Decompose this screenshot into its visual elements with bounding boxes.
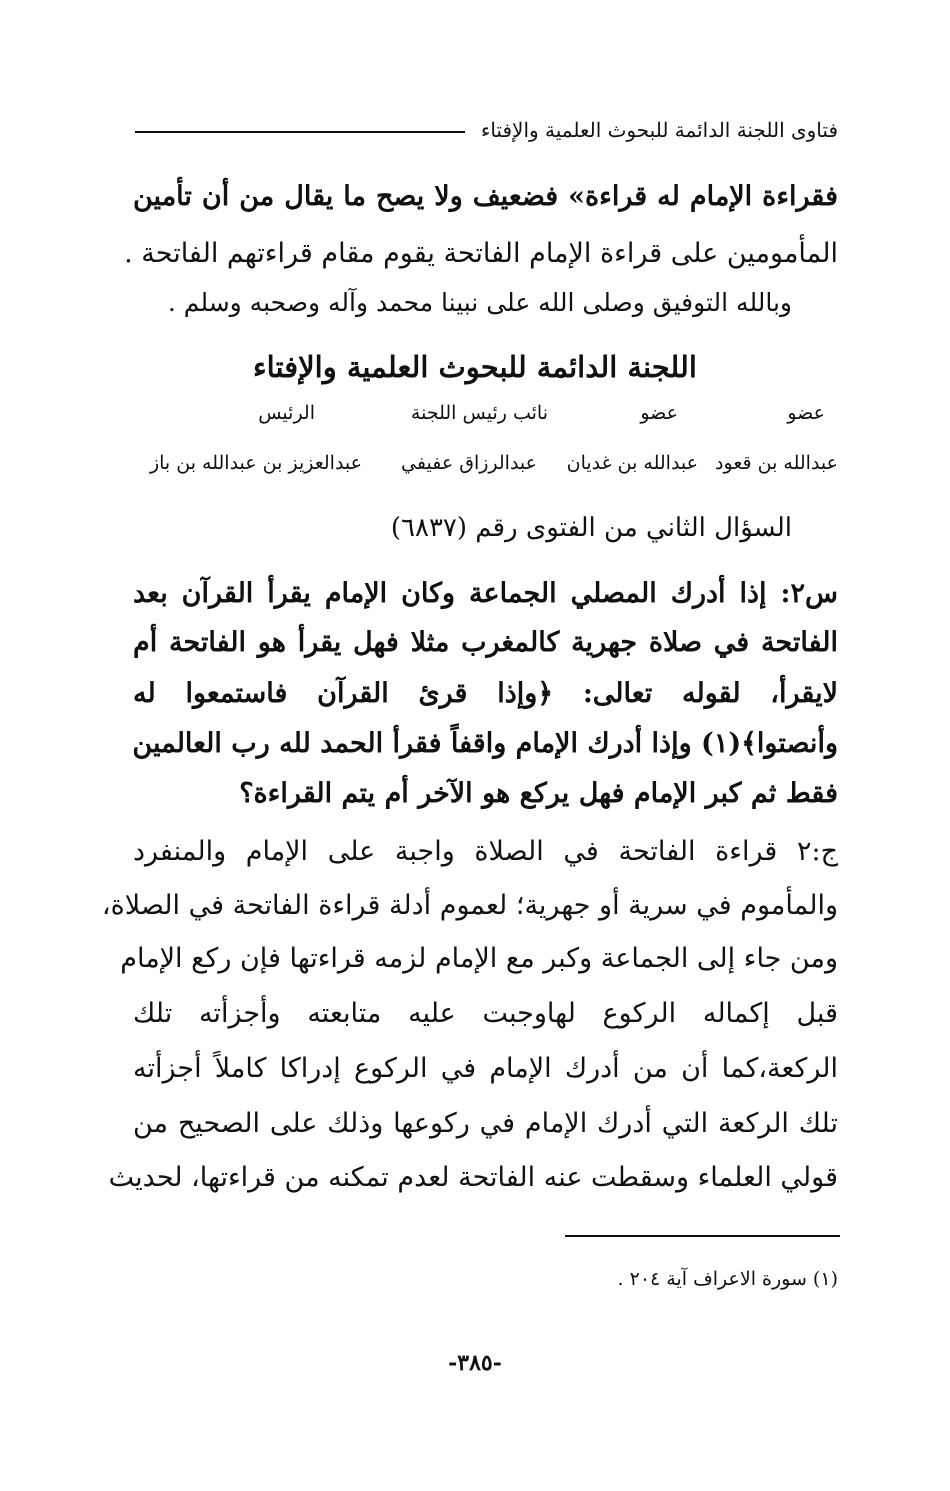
name-member-2: عبدالله بن غديان [566, 452, 698, 474]
role-member-2: عضو [640, 402, 678, 424]
answer-line-2: والمأموم في سرية أو جهرية؛ لعموم أدلة قراءة الفاتحة في الصلاة، [101, 890, 838, 921]
role-member-1: عضو [787, 402, 825, 424]
name-vice-chairman: عبدالرزاق عفيفي [401, 452, 537, 474]
role-chairman: الرئيس [258, 402, 315, 424]
question-line-1: س٢: إذا أدرك المصلي الجماعة وكان الإمام يقرأ القرآن بعد [133, 578, 838, 609]
fatwa-heading: السؤال الثاني من الفتوى رقم (٦٨٣٧) [390, 513, 792, 543]
question-line-2: الفاتحة في صلاة جهرية كالمغرب مثلا فهل يقرأ هو الفاتحة أم [133, 627, 838, 658]
closing-line: وبالله التوفيق وصلى الله على نبينا محمد وآله وصحبه وسلم . [167, 288, 792, 317]
header-rule [135, 131, 465, 133]
answer-line-4: قبل إكماله الركوع لهاوجبت عليه متابعته وأجزأته تلك [133, 998, 838, 1029]
answer-line-7: قولي العلماء وسقطت عنه الفاتحة لعدم تمكنه من قراءتها، لحديث [108, 1162, 838, 1193]
question-line-3: لايقرأ، لقوله تعالى: ﴿وإذا قرئ القرآن فاستمعوا له [133, 678, 838, 709]
answer-line-5: الركعة،كما أن من أدرك الإمام في الركوع إدراكا كاملاً أجزأته [133, 1053, 838, 1084]
question-line-4: وأنصتوا﴾(١) وإذا أدرك الإمام واقفاً فقرأ الحمد لله رب العالمين [132, 728, 838, 759]
running-header: فتاوى اللجنة الدائمة للبحوث العلمية والإفتاء [480, 118, 838, 142]
role-vice-chairman: نائب رئيس اللجنة [410, 402, 548, 424]
answer-line-3: ومن جاء إلى الجماعة وكبر مع الإمام لزمه قراءتها فإن ركع الإمام [120, 943, 838, 974]
footnote: (١) سورة الاعراف آية ٢٠٤ . [617, 1268, 838, 1290]
intro-line-1: فقراءة الإمام له قراءة» فضعيف ولا يصح ما يقال من أن تأمين [133, 181, 838, 212]
question-line-5: فقط ثم كبر الإمام فهل يركع هو الآخر أم يتم القراءة؟ [239, 778, 838, 809]
committee-title: اللجنة الدائمة للبحوث العلمية والإفتاء [253, 350, 697, 384]
answer-line-1: ج:٢ قراءة الفاتحة في الصلاة واجبة على الإمام والمنفرد [133, 836, 838, 867]
name-member-1: عبدالله بن قعود [715, 452, 838, 474]
answer-line-6: تلك الركعة التي أدرك الإمام في ركوعها وذلك على الصحيح من [133, 1108, 838, 1139]
page-number: -٣٨٥- [448, 1350, 502, 1376]
name-chairman: عبدالعزيز بن عبدالله بن باز [149, 452, 362, 474]
intro-line-2: المأمومين على قراءة الإمام الفاتحة يقوم مقام قراءتهم الفاتحة . [124, 238, 838, 269]
footnote-rule [565, 1235, 840, 1237]
